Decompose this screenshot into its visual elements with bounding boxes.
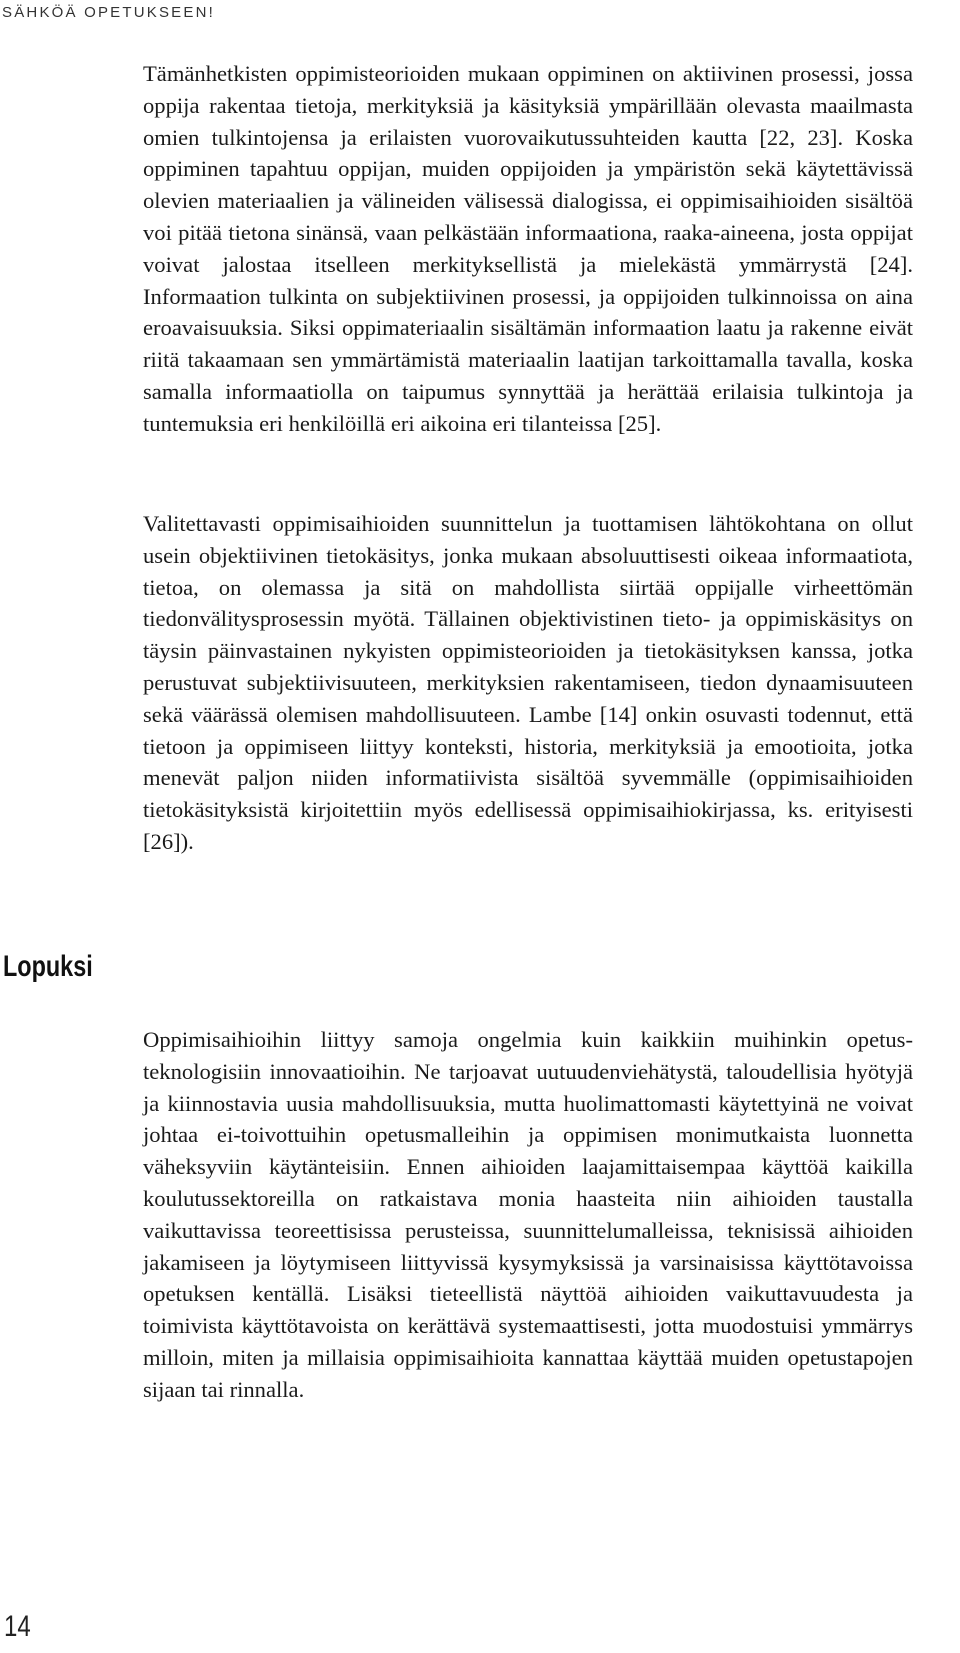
body-paragraph-2: Valitettavasti oppimisaihioiden suunnittelun ja tuottamisen lähtökohtana on ollut usein objektiivinen tietokäsitys, jonka mukaan absoluuttisesti oikeaa informaatiota, tietoa, on olemassa ja sitä on mahdollista siirtää oppijalle virheettömän tiedonvälitysprosessin myötä. Tällainen objektivistinen tieto- ja oppimiskäsitys on täysin päinvastainen nykyisten oppimisteorioiden ja tietokäsityksen kanssa, jotka perustuvat subjektiivisuuteen, merkityksien rakentamiseen, tiedon dynaamisuuteen sekä väärässä olemisen mahdollisuuteen. Lambe [14] onkin osuvasti todennut, että tietoon ja oppimiseen liittyy konteksti, historia, merkityksiä ja emootioita, jotka menevät paljon niiden informatiivista sisältöä syvemmälle (oppimisaihioiden tietokäsityksistä kirjoitettiin myös edellisessä oppimisaihiokirjassa, ks. erityisesti [26]). xyxy=(143,511,913,854)
body-paragraph-1: Tämänhetkisten oppimisteorioiden mukaan oppiminen on aktiivinen prosessi, jossa oppija rakentaa tietoja, merkityksiä ja käsityksiä ympärillään olevasta maailmasta omien tulkintojensa ja erilaisten vuorovaikutussuhteiden kautta [22, 23]. Koska oppiminen tapahtuu oppijan, muiden oppijoiden ja ympäristön sekä käytettävissä olevien materiaalien ja välineiden välisessä dialogissa, ei oppimisaihioiden sisältöä voi pitää tietona sinänsä, vaan pelkästään informaationa, raaka-aineena, josta oppijat voivat jalostaa itselleen merkityksellistä ja mielekästä ymmärrystä [24]. Informaation tulkinta on subjektiivinen prosessi, ja oppijoiden tulkinnoissa on aina eroavaisuuksia. Siksi oppimateriaalin sisältämän informaation laatu ja rakenne eivät riitä takaamaan sen ymmärtämistä materiaalin laatijan tarkoittamalla tavalla, koska samalla informaatiolla on taipumus synnyttää ja herättää erilaisia tulkintoja ja tuntemuksia eri henkilöillä eri aikoina eri tilanteissa [25]. xyxy=(143,61,913,436)
body-paragraph-3: Oppimisaihioihin liittyy samoja ongelmia kuin kaikkiin muihinkin opetusteknologisiin innovaatioihin. Ne tarjoavat uutuudenviehätystä, taloudellisia hyötyjä ja kiinnostavia uusia mahdollisuuksia, mutta huolimattomasti käytettyinä ne voivat johtaa ei-toivottuihin opetusmalleihin ja oppimisen monimutkaista luonnetta väheksyviin käytänteisiin. Ennen aihioiden laajamittaisempaa käyttöä kaikilla koulutussektoreilla on ratkaistava monia haasteita niin aihioiden taustalla vaikuttavissa teoreettisissa perusteissa, suunnittelumalleissa, teknisissä aihioiden jakamiseen ja löytymiseen liittyvissä kysymyksissä ja varsinaisissa käyttötavoissa opetuksen kentällä. Lisäksi tieteellistä näyttöä aihioiden vaikuttavuudesta ja toimivista käyttötavoista on kerättävä systemaattisesti, jotta muodostuisi ymmärrys milloin, miten ja millaisia oppimisaihioita kannattaa käyttää muiden opetustapojen sijaan tai rinnalla. xyxy=(143,1027,913,1402)
running-header: SÄHKÖÄ OPETUKSEEN! xyxy=(2,4,215,21)
page-number: 14 xyxy=(4,1610,31,1643)
section-heading: Lopuksi xyxy=(3,950,93,983)
